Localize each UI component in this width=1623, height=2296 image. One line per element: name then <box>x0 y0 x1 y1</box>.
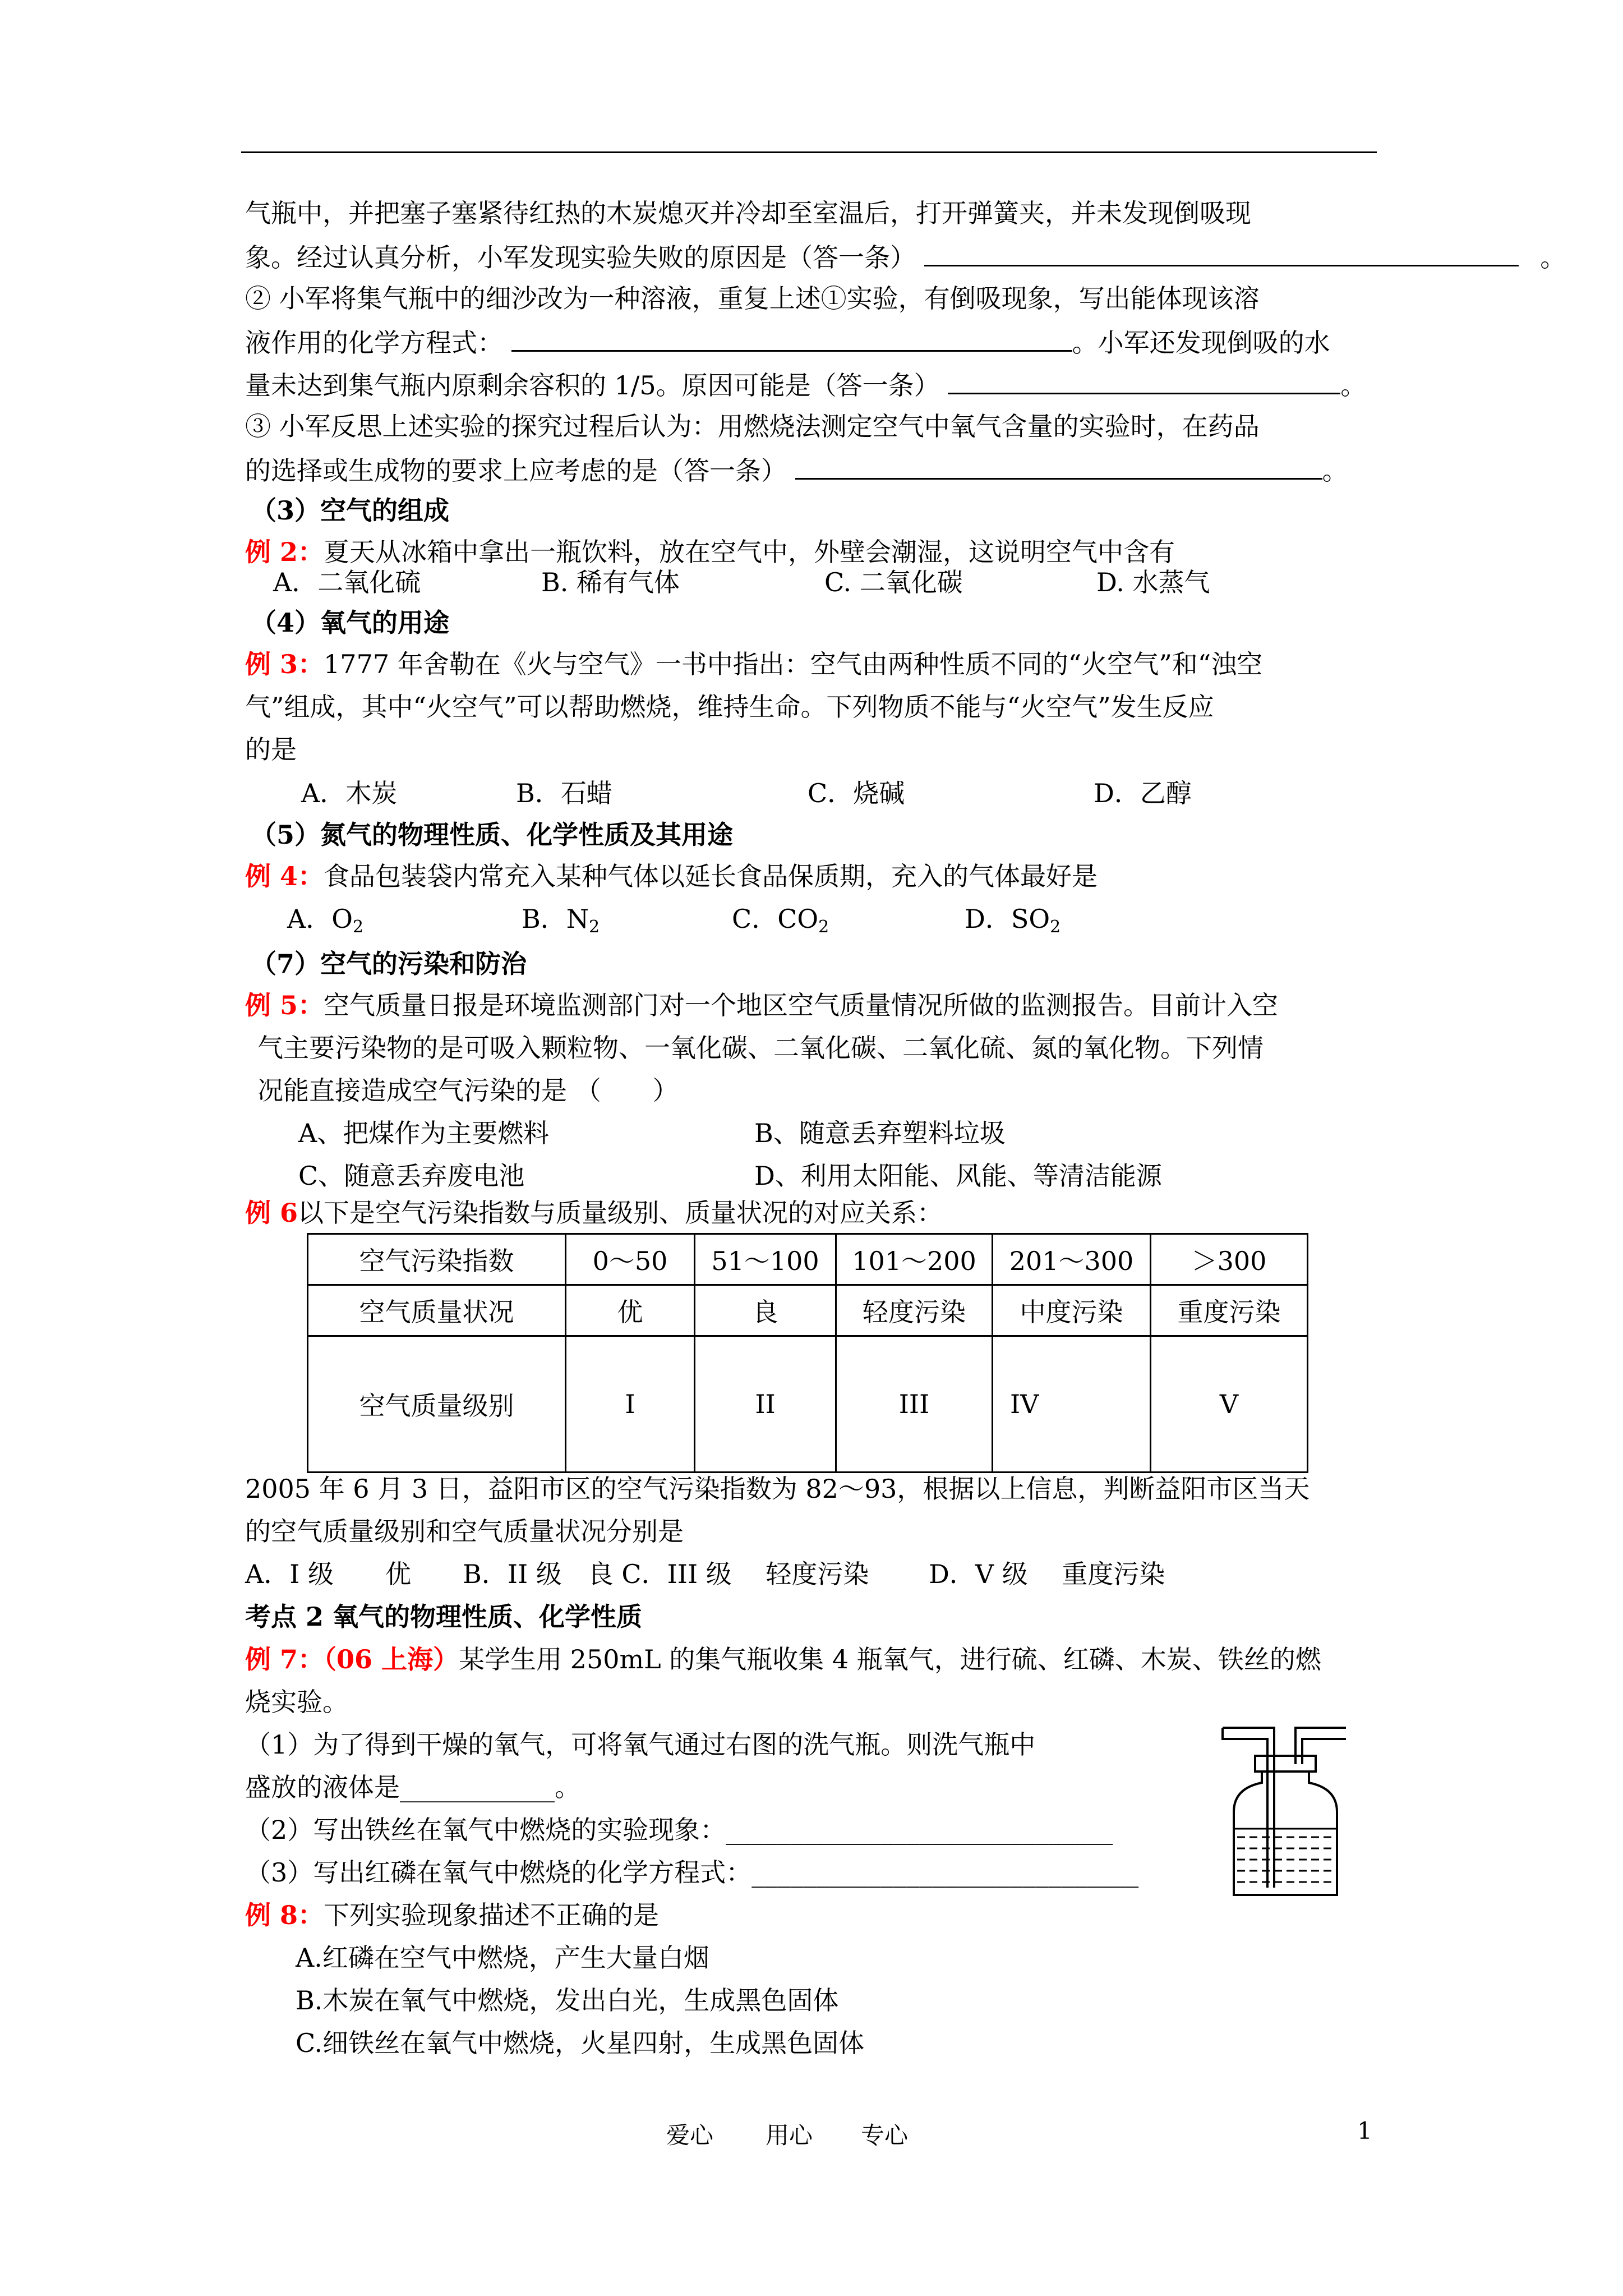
table-cell: 轻度污染 <box>836 1285 993 1336</box>
table-cell: 良 <box>695 1285 836 1336</box>
question-text: （3）写出红磷在氧气中燃烧的化学方程式： <box>245 1857 752 1888</box>
example-label: 例 3： <box>245 649 324 679</box>
option-a: A、把煤作为主要燃料 <box>298 1118 550 1148</box>
example-5 <box>245 988 1278 1022</box>
table-cell: 空气质量状况 <box>308 1285 566 1336</box>
period: 。 <box>555 1772 580 1802</box>
section-heading: （4）氧气的用途 <box>251 608 450 638</box>
table-cell: 重度污染 <box>1151 1285 1308 1336</box>
example-3 <box>245 647 1262 681</box>
table-cell: I <box>566 1336 695 1473</box>
text-line <box>245 1770 580 1804</box>
question-text: （2）写出铁丝在氧气中燃烧的实验现象： <box>245 1815 726 1845</box>
text-line: 2005 年 6 月 3 日，益阳市区的空气污染指数为 82～93，根据以上信息，判断益阳市区当天 <box>245 1474 1310 1504</box>
example-label: 例 7：（06 上海） <box>245 1644 459 1674</box>
table-cell: 空气污染指数 <box>308 1234 566 1285</box>
question-text: 1777 年舍勒在《火与空气》一书中指出：空气由两种性质不同的“火空气”和“浊空 <box>324 649 1263 679</box>
answer-blank[interactable]: ____________ <box>400 1772 555 1802</box>
gas-washing-bottle-diagram <box>1211 1722 1357 1902</box>
table-cell: V <box>1151 1336 1308 1473</box>
question-text: 量未达到集气瓶内原剩余容积的 1/5。原因可能是（答一条） <box>245 370 940 401</box>
table-cell: ＞300 <box>1151 1234 1308 1285</box>
option-d: D．乙醇 <box>1094 778 1192 808</box>
text-line <box>245 1813 1113 1847</box>
question-text: 盛放的液体是 <box>245 1772 400 1802</box>
period: 。 <box>1322 455 1348 486</box>
text-line: 气瓶中，并把塞子塞紧待红热的木炭熄灭并冷却至室温后，打开弹簧夹，并未发现倒吸现 <box>245 198 1251 228</box>
period: 。 <box>1540 242 1566 273</box>
options-line: A．I 级 优 B．II 级 良 C．III 级 轻度污染 D．V 级 重度污染 <box>245 1559 1165 1589</box>
text-line: （1）为了得到干燥的氧气，可将氧气通过右图的洗气瓶。则洗气瓶中 <box>245 1729 1036 1760</box>
example-label: 例 6 <box>245 1198 298 1228</box>
table-row <box>308 1336 1308 1473</box>
example-label: 例 2： <box>245 537 324 567</box>
question-text: 的选择或生成物的要求上应考虑的是（答一条） <box>245 455 787 486</box>
page-number: 1 <box>1357 2117 1372 2145</box>
option-b: B．$N_2$ <box>522 904 600 937</box>
option-d: D、利用太阳能、风能、等清洁能源 <box>754 1161 1162 1191</box>
question-text: 象。经过认真分析，小军发现实验失败的原因是（答一条） <box>245 242 916 273</box>
answer-blank[interactable]: ______________________________ <box>726 1815 1113 1845</box>
option-c: C、随意丢弃废电池 <box>298 1161 525 1191</box>
text-line: 况能直接造成空气污染的是 （ ） <box>257 1075 679 1106</box>
table-cell: IV <box>993 1336 1151 1473</box>
table-cell: 空气质量级别 <box>308 1336 566 1473</box>
section-heading: （3）空气的组成 <box>251 495 450 526</box>
footer-slogan-3: 专心 <box>861 2122 909 2149</box>
text-line <box>245 239 1566 274</box>
option-c: C.细铁丝在氧气中燃烧，火星四射，生成黑色固体 <box>296 2028 865 2058</box>
footer-slogan-1: 爱心 <box>666 2122 714 2149</box>
question-text: 。小军还发现倒吸的水 <box>1072 328 1330 358</box>
answer-blank[interactable] <box>511 324 1072 352</box>
example-8 <box>245 1898 659 1932</box>
text-line: 的空气质量级别和空气质量状况分别是 <box>245 1516 684 1547</box>
table-row <box>308 1234 1308 1285</box>
option-c: C. 二氧化碳 <box>824 567 963 597</box>
option-d: D．$SO_2$ <box>965 904 1061 937</box>
example-2 <box>245 535 1175 569</box>
example-label: 例 8： <box>245 1900 324 1930</box>
option-b: B.木炭在氧气中燃烧，发出白光，生成黑色固体 <box>296 1985 839 2016</box>
question-text: 下列实验现象描述不正确的是 <box>324 1900 660 1930</box>
text-line: ② 小军将集气瓶中的细沙改为一种溶液，重复上述①实验，有倒吸现象，写出能体现该溶 <box>245 283 1260 314</box>
table-cell: III <box>836 1336 993 1473</box>
table-cell: 51～100 <box>695 1234 836 1285</box>
table-cell: 201～300 <box>993 1234 1151 1285</box>
option-a: A.红磷在空气中燃烧，产生大量白烟 <box>296 1943 709 1973</box>
option-c: C．烧碱 <box>808 778 905 808</box>
section-heading: （7）空气的污染和防治 <box>251 949 527 979</box>
text-line <box>245 1856 1138 1889</box>
table-cell: 0～50 <box>566 1234 695 1285</box>
option-a: A．木炭 <box>301 778 398 808</box>
text-line: 的是 <box>245 734 297 765</box>
footer-slogan-2: 用心 <box>766 2122 813 2149</box>
example-6 <box>245 1196 943 1230</box>
option-c: C．$CO_2$ <box>732 904 829 937</box>
text-line: 烧实验。 <box>245 1687 348 1717</box>
option-a: A．$O_2$ <box>287 904 364 937</box>
question-text: 空气质量日报是环境监测部门对一个地区空气质量情况所做的监测报告。目前计入空 <box>324 990 1279 1020</box>
option-b: B. 稀有气体 <box>541 567 680 597</box>
question-text: 以下是空气污染指数与质量级别、质量状况的对应关系： <box>298 1198 943 1228</box>
question-text: 食品包装袋内常充入某种气体以延长食品保质期，充入的气体最好是 <box>324 861 1098 891</box>
option-a: A．二氧化硫 <box>273 567 421 597</box>
question-text: 夏天从冰箱中拿出一瓶饮料，放在空气中，外壁会潮湿，这说明空气中含有 <box>324 537 1175 567</box>
answer-blank[interactable] <box>924 239 1519 266</box>
table-cell: 101～200 <box>836 1234 993 1285</box>
text-line: 气主要污染物的是可吸入颗粒物、一氧化碳、二氧化碳、二氧化硫、氮的氧化物。下列情 <box>257 1033 1264 1063</box>
text-line <box>245 452 1348 487</box>
air-quality-table <box>307 1233 1308 1473</box>
text-line <box>245 324 1330 360</box>
example-7 <box>245 1642 1321 1676</box>
text-line: 气”组成，其中“火空气”可以帮助燃烧，维持生命。下列物质不能与“火空气”发生反应 <box>245 692 1214 722</box>
table-cell: 优 <box>566 1285 695 1336</box>
table-row <box>308 1285 1308 1336</box>
table-cell: II <box>695 1336 836 1473</box>
text-line <box>245 367 1366 402</box>
option-b: B．石蜡 <box>516 778 612 808</box>
answer-blank[interactable]: ______________________________ <box>751 1857 1139 1888</box>
example-4 <box>245 859 1098 893</box>
option-b: B、随意丢弃塑料垃圾 <box>754 1118 1006 1148</box>
question-text: 液作用的化学方程式： <box>245 328 503 358</box>
period: 。 <box>1340 370 1367 401</box>
option-d: D. 水蒸气 <box>1096 567 1210 597</box>
example-label: 例 4： <box>245 861 324 891</box>
text-line: ③ 小军反思上述实验的探究过程后认为：用燃烧法测定空气中氧气含量的实验时，在药品 <box>245 411 1260 441</box>
header-rule <box>241 151 1377 153</box>
example-label: 例 5： <box>245 990 324 1020</box>
table-cell: 中度污染 <box>993 1285 1151 1336</box>
section-heading: （5）氮气的物理性质、化学性质及其用途 <box>251 820 734 850</box>
section-heading: 考点 2 氧气的物理性质、化学性质 <box>245 1602 643 1632</box>
answer-blank[interactable] <box>795 452 1322 480</box>
question-text: 某学生用 250mL 的集气瓶收集 4 瓶氧气，进行硫、红磷、木炭、铁丝的燃 <box>459 1644 1321 1674</box>
answer-blank[interactable] <box>948 367 1340 394</box>
